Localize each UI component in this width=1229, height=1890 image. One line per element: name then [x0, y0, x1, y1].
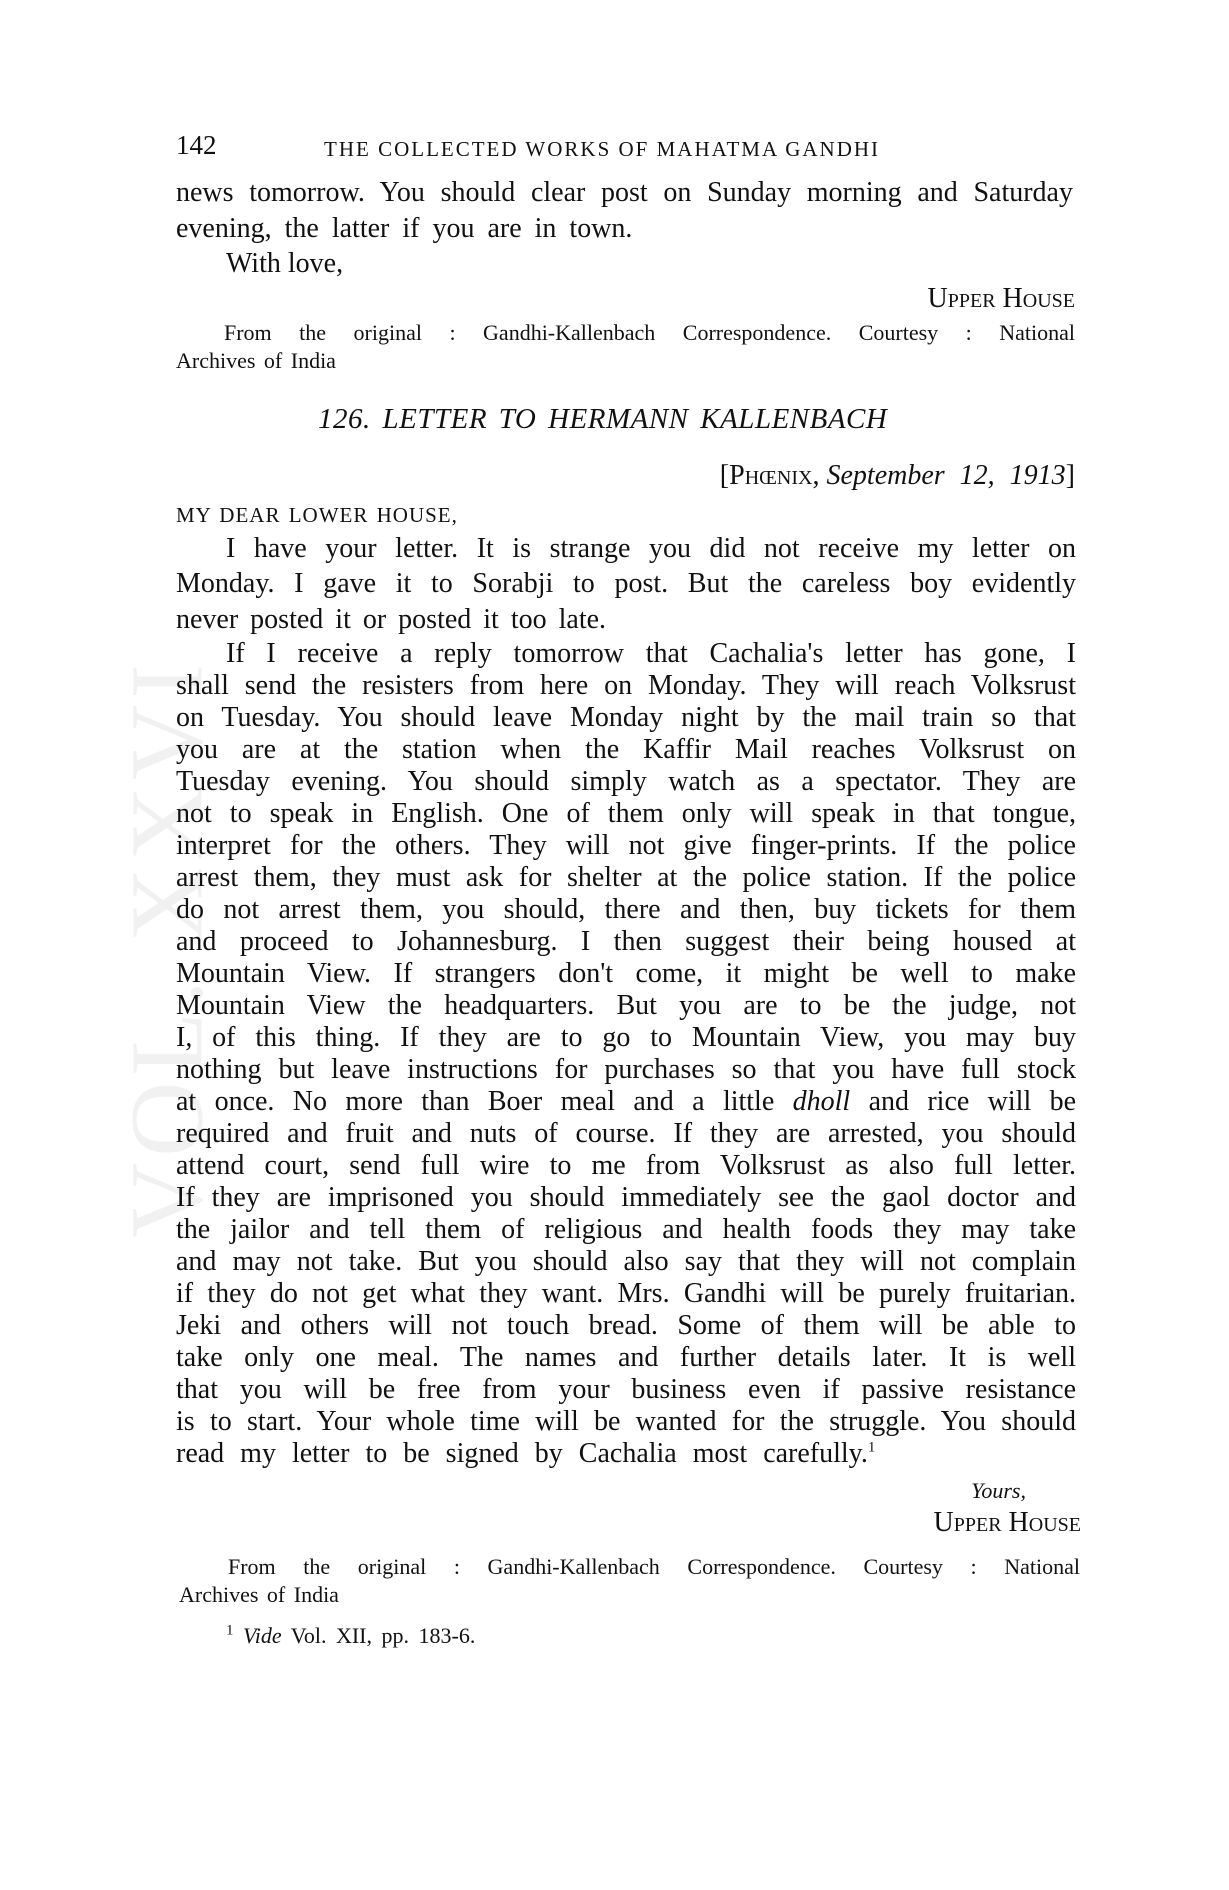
para2-line-24: that you will be free from your business even if passive resistance — [176, 1374, 1076, 1405]
para1-line-2: Monday. I gave it to Sorabji to post. But the careless boy evidently — [176, 568, 1076, 599]
para2-line-23: take only one meal. The names and further details later. It is well — [176, 1342, 1076, 1373]
para2-line-12: Mountain View the headquarters. But you are to be the judge, not — [176, 990, 1076, 1021]
prev-source-line-1: From the original : Gandhi-Kallenbach Correspondence. Courtesy : National — [224, 320, 1075, 345]
running-title: THE COLLECTED WORKS OF MAHATMA GANDHI — [324, 137, 881, 161]
footnote — [226, 1622, 475, 1650]
para2-line-16: required and fruit and nuts of course. If they are arrested, you should — [176, 1118, 1076, 1149]
para2-line-14: nothing but leave instructions for purchases so that you have full stock — [176, 1054, 1076, 1085]
signature: Upper House — [933, 1507, 1081, 1538]
footnote-text: Vol. XII, pp. 183-6. — [290, 1623, 476, 1648]
para2-line-3: on Tuesday. You should leave Monday night by the mail train so that — [176, 702, 1076, 733]
para2-line-1: If I receive a reply tomorrow that Cachalia's letter has gone, I — [226, 638, 1076, 669]
para2-line-15-dholl: dholl — [792, 1086, 851, 1117]
para2-line-11: Mountain View. If strangers don't come, it might be well to make — [176, 958, 1076, 989]
letter-title: 126. LETTER TO HERMANN KALLENBACH — [318, 403, 888, 435]
prev-source-line-2: Archives of India — [176, 348, 336, 373]
para2-line-20: and may not take. But you should also say that they will not complain — [176, 1246, 1076, 1277]
para2-line-15-b: and rice will be — [868, 1086, 1076, 1117]
prev-line-1: news tomorrow. You should clear post on Sunday morning and Saturday — [176, 177, 1073, 208]
para2-line-15 — [176, 1086, 1076, 1118]
para2-line-25: is to start. Your whole time will be wanted for the struggle. You should — [176, 1406, 1076, 1437]
para2-line-10: and proceed to Johannesburg. I then suggest their being housed at — [176, 926, 1076, 957]
prev-closing: With love, — [226, 248, 344, 279]
para2-line-8: arrest them, they must ask for shelter at the police station. If the police — [176, 862, 1076, 893]
para2-line-21: if they do not get what they want. Mrs. Gandhi will be purely fruitarian. — [176, 1278, 1076, 1309]
dateline: [Phœnix, September 12, 1913] — [719, 460, 1075, 491]
para2-line-22: Jeki and others will not touch bread. Some of them will be able to — [176, 1310, 1076, 1341]
para2-line-15-a: at once. No more than Boer meal and a little — [176, 1086, 775, 1117]
para2-line-9: do not arrest them, you should, there and then, buy tickets for them — [176, 894, 1076, 925]
para2-line-2: shall send the resisters from here on Monday. They will reach Volksrust — [176, 670, 1076, 701]
para2-line-4: you are at the station when the Kaffir Mail reaches Volksrust on — [176, 734, 1076, 765]
page-number: 142 — [176, 130, 217, 160]
closing: Yours, — [971, 1478, 1026, 1503]
para2-line-26-text: read my letter to be signed by Cachalia most carefully. — [176, 1438, 868, 1469]
watermark-text: VOL. XXVI — [109, 657, 225, 1238]
para1-line-3: never posted it or posted it too late. — [176, 604, 607, 635]
para2-line-7: interpret for the others. They will not give finger-prints. If the police — [176, 830, 1076, 861]
para2-line-13: I, of this thing. If they are to go to Mountain View, you may buy — [176, 1022, 1076, 1053]
salutation: MY DEAR LOWER HOUSE, — [176, 503, 458, 527]
para2-line-19: the jailor and tell them of religious and health foods they may take — [176, 1214, 1076, 1245]
para2-line-18: If they are imprisoned you should immediately see the gaol doctor and — [176, 1182, 1076, 1213]
prev-line-2: evening, the latter if you are in town. — [176, 213, 633, 244]
prev-signature: Upper House — [927, 283, 1075, 314]
page-header — [176, 130, 1076, 166]
dateline-date: September 12, 1913 — [826, 460, 1066, 491]
source-line-2: Archives of India — [179, 1582, 339, 1607]
para2-line-17: attend court, send full wire to me from Volksrust as also full letter. — [176, 1150, 1076, 1181]
footnote-vide: Vide — [243, 1623, 282, 1648]
para2-line-6: not to speak in English. One of them only will speak in that tongue, — [176, 798, 1076, 829]
footnote-ref: 1 — [867, 1439, 876, 1456]
para1-line-1: I have your letter. It is strange you did not receive my letter on — [226, 533, 1076, 564]
dateline-place: Phœnix — [729, 460, 813, 491]
source-line-1: From the original : Gandhi-Kallenbach Correspondence. Courtesy : National — [228, 1554, 1080, 1579]
footnote-marker: 1 — [226, 1622, 234, 1639]
para2-line-26 — [176, 1438, 875, 1470]
para2-line-5: Tuesday evening. You should simply watch as a spectator. They are — [176, 766, 1076, 797]
